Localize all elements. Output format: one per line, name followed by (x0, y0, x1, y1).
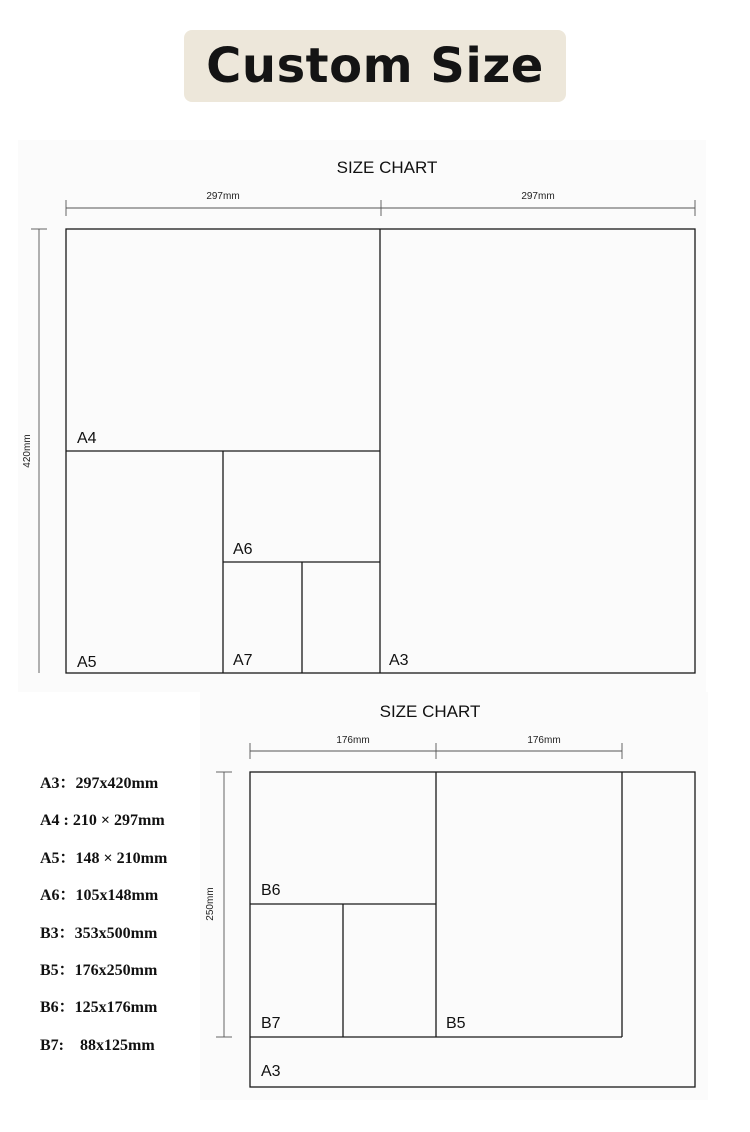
region-label-b6: B6 (261, 882, 281, 899)
chart-a-frame (66, 229, 695, 673)
chart-a-width-dimension (66, 200, 695, 216)
size-list-item: B5：176x250mm (40, 961, 158, 979)
chart-b-frame (250, 772, 695, 1087)
size-list-item: B3：353x500mm (40, 924, 158, 942)
chart-a-width-label-right: 297mm (521, 191, 555, 202)
chart-a-width-label-left: 297mm (206, 191, 240, 202)
size-list-item: A5：148 × 210mm (40, 849, 168, 867)
size-list-item: B7: 88x125mm (40, 1036, 155, 1054)
chart-b-width-dimension (250, 743, 622, 759)
chart-b-heading: SIZE CHART (379, 702, 481, 721)
page-title: Custom Size (206, 38, 544, 94)
region-label-a6: A6 (233, 541, 253, 558)
region-label-a7: A7 (233, 652, 253, 669)
size-list (40, 772, 167, 1071)
region-label-a5: A5 (77, 654, 97, 671)
region-label-b7: B7 (261, 1015, 281, 1032)
chart-a-height-dimension (31, 229, 47, 673)
region-label-b5: B5 (446, 1015, 466, 1032)
size-list-item: B6：125x176mm (40, 999, 158, 1017)
chart-b-height-label: 250mm (205, 887, 216, 921)
chart-a-heading: SIZE CHART (336, 158, 438, 177)
size-list-item: A6：105x148mm (40, 887, 159, 905)
chart-b-height-dimension (216, 772, 232, 1037)
chart-b-width-label-right: 176mm (527, 735, 561, 746)
size-list-item: A3：297x420mm (40, 775, 159, 792)
region-label-a4: A4 (77, 430, 97, 447)
region-label-a3-outer: A3 (261, 1063, 281, 1080)
chart-b-width-label-left: 176mm (336, 735, 370, 746)
chart-a-height-label: 420mm (22, 434, 33, 468)
size-list-item: A4 : 210 × 297mm (40, 812, 165, 830)
region-label-a3: A3 (389, 652, 409, 669)
